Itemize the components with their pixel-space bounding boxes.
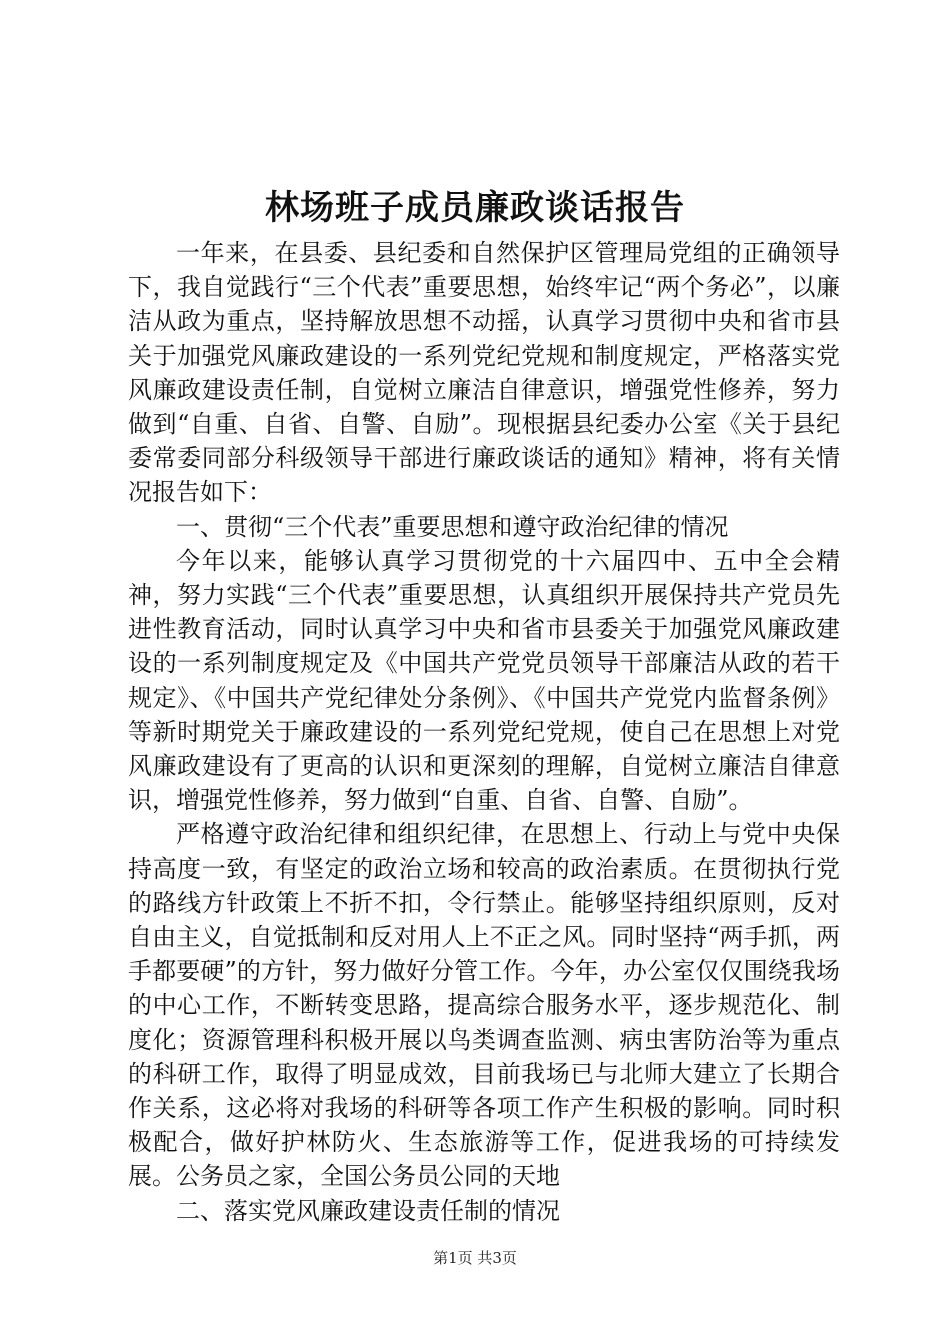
section-heading-1: 一、贯彻“三个代表”重要思想和遵守政治纪律的情况 — [176, 512, 729, 541]
section-heading-2: 二、落实党风廉政建设责任制的情况 — [176, 1196, 560, 1225]
paragraph-study: 今年以来，能够认真学习贯彻党的十六届四中、五中全会精神，努力实践“三个代表”重要思想，认真组织开展保持共产党员先进性教育活动，同时认真学习中央和省市县委关于加强党风廉政建设的一系列制度规定及《中国共产党党员领导干部廉洁从政的若干规定》、《中国共产党纪律处分条例》、《中国共产党党内监督条例》等新时期党关于廉政建设的一系列党纪党规，使自己在思想上对党风廉政建设有了更高的认识和更深刻的理解，自觉树立廉洁自律意识，增强党性修养，努力做到“自重、自省、自警、自励”。 — [128, 546, 840, 815]
paragraph-intro: 一年来，在县委、县纪委和自然保护区管理局党组的正确领导下，我自觉践行“三个代表”重要思想，始终牢记“两个务必”，以廉洁从政为重点，坚持解放思想不动摇，认真学习贯彻中央和省市县关于加强党风廉政建设的一系列党纪党规和制度规定，严格落实党风廉政建设责任制，自觉树立廉洁自律意识，增强党性修养，努力做到“自重、自省、自警、自励”。现根据县纪委办公室《关于县纪委常委同部分科级领导干部进行廉政谈话的通知》精神，将有关情况报告如下： — [128, 239, 840, 507]
page-number: 第1页 共3页 — [433, 1249, 517, 1267]
document-body — [128, 236, 840, 1228]
paragraph-discipline: 严格遵守政治纪律和组织纪律，在思想上、行动上与党中央保持高度一致，有坚定的政治立场和较高的政治素质。在贯彻执行党的路线方针政策上不折不扣，令行禁止。能够坚持组织原则，反对自由主义，自觉抵制和反对用人上不正之风。同时坚持“两手抓，两手都要硬”的方针，努力做好分管工作。今年，办公室仅仅围绕我场的中心工作，不断转变思路，提高综合服务水平，逐步规范化、制度化；资源管理科积极开展以鸟类调查监测、病虫害防治等为重点的科研工作，取得了明显成效，目前我场已与北师大建立了长期合作关系，这必将对我场的科研等各项工作产生积极的影响。同时积极配合，做好护林防火、生态旅游等工作，促进我场的可持续发展。公务员之家，全国公务员公同的天地 — [128, 820, 840, 1191]
document-title: 林场班子成员廉政谈话报告 — [265, 188, 685, 228]
